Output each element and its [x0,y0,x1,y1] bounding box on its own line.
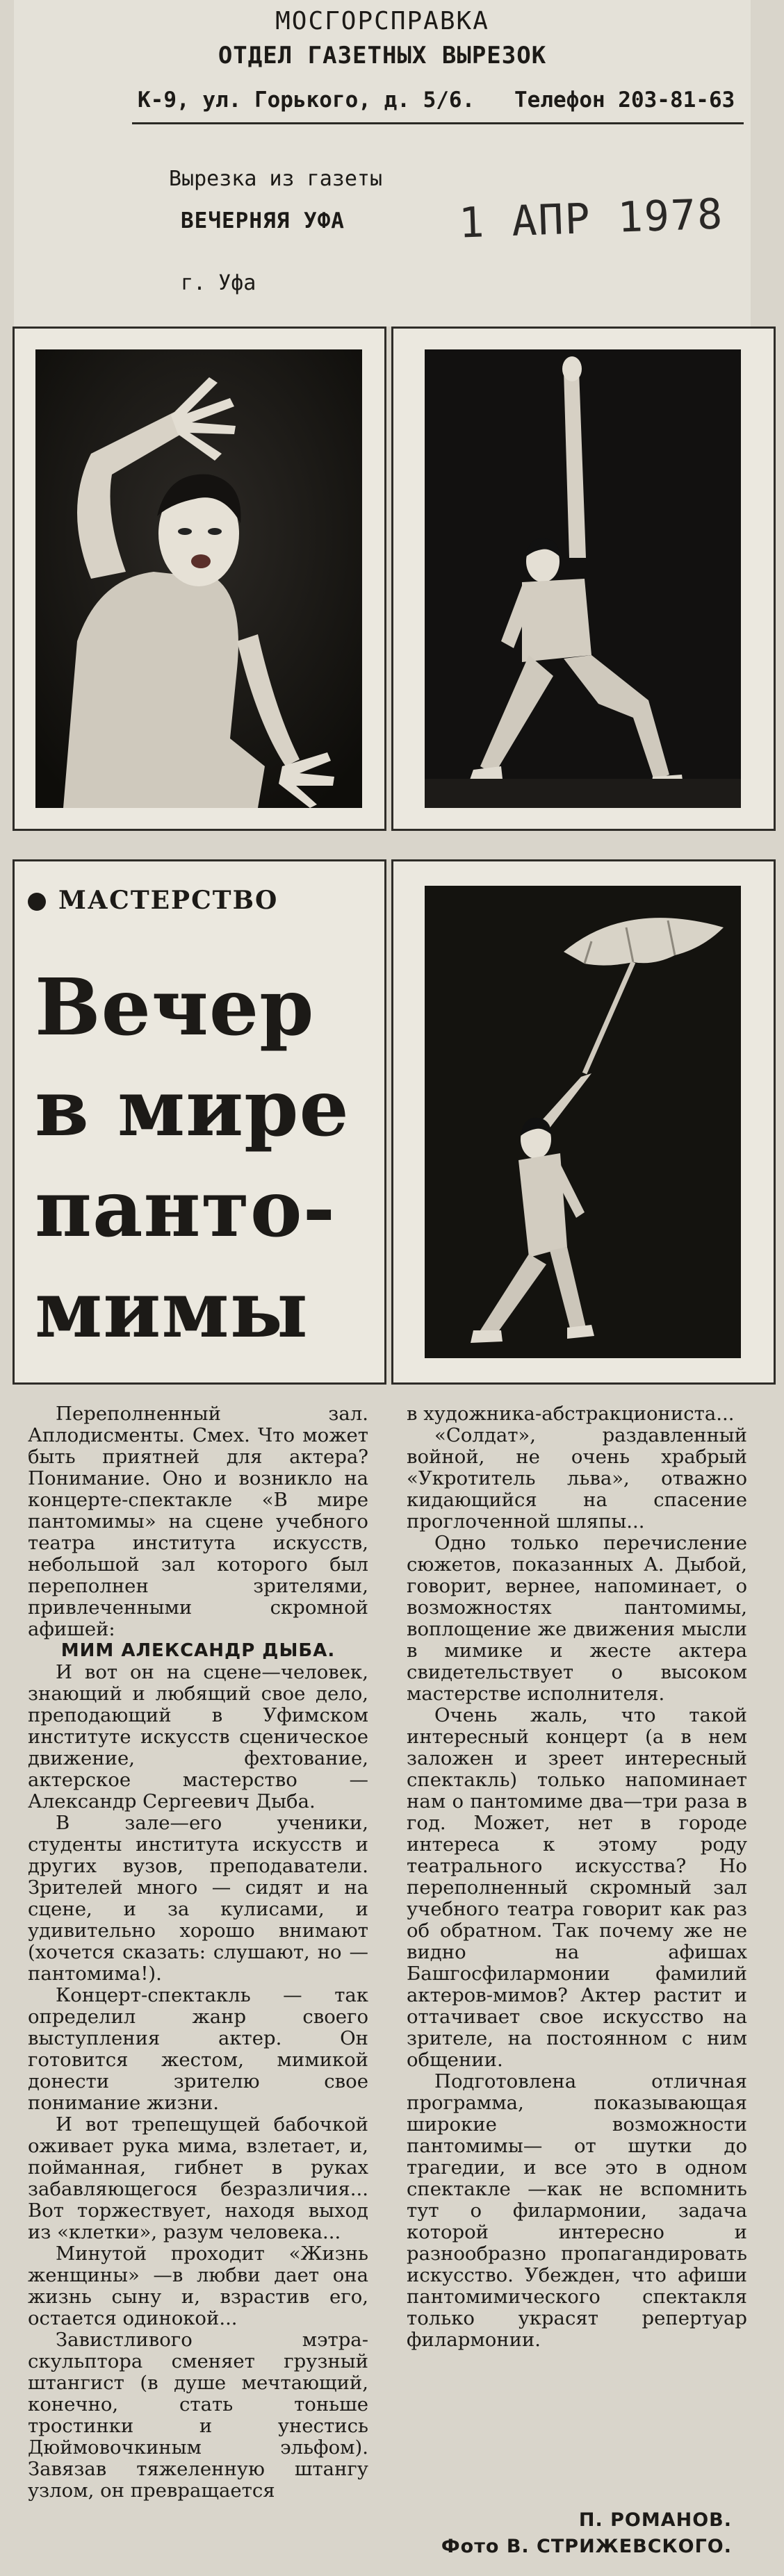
slip-org: МОСГОРСПРАВКА [275,7,489,35]
mime-with-umbrella-photo [425,886,741,1358]
col1-paragraph: Концерт-спектакль — так определил жанр своего выступления актер. Он готовится жестом, мимикой донести зрителю свое понимание жизни. [28,1984,368,2114]
slip-city: г. Уфа [181,271,256,295]
col2-paragraph: Очень жаль, что такой интересный концерт (а в нем заложен и зреет интересный спектакль) только напоминает нам о пантомиме два—три раза в год. Может, нет в городе интереса к этому роду театрального искусства? Но переполненный скромный зал учебного театра говорит как раз об обратном. Так почему же не видно на афишах Башгосфилармонии фамилий актеров-мимов? Актер растит и оттачивает свое искусство на зрителе, на постоянном с ним общении. [407,1704,747,2071]
slip-newspaper: ВЕЧЕРНЯЯ УФА [181,208,345,233]
article-column-2 [407,1403,747,2351]
col1-paragraph: Минутой проходит «Жизнь женщины» —в любви дает она жизнь сыну и, взрастив его, остается одинокой... [28,2243,368,2329]
col1-paragraph: Завистливого мэтра-скульптора сменяет грузный штангист (в душе мечтающий, конечно, стать тоньше тростинки и унестись Дюймовочкиным эльфом). Завязав тяжеленную штангу узлом, он превращается [28,2329,368,2502]
mime-standing-arm-up-photo [425,349,741,808]
col1-paragraph: В зале—его ученики, студенты института искусств и других вузов, преподаватели. Зрителей много — сидят и на сцене, и за кулисами, и удивительно хорошо внимают (хочется сказать: слушают, но — пантомима!). [28,1812,368,1985]
photo-credit: Фото В. СТРИЖЕВСКОГО. [441,2536,732,2557]
author-signature: П. РОМАНОВ. [578,2509,732,2531]
article-column-1 [28,1403,368,2502]
mime-hand-raised-photo [35,349,362,808]
slip-clip-from: Вырезка из газеты [169,167,383,191]
col1-paragraph: И вот трепещущей бабочкой оживает рука мима, взлетает, и, пойманная, гибнет в руках забавляющегося безразличия... Вот торжествует, находя выход из «клетки», разум человека... [28,2113,368,2243]
bullet-icon [28,893,46,911]
photo-panel-2 [391,327,776,831]
headline-line-3: панто- [35,1164,336,1255]
col2-paragraph: Подготовлена отличная программа, показывающая широкие возможности пантомимы— от шутки до трагедии, и все это в одном спектакле —как не вспомнить тут о филармонии, задача которой интересно и разнообразно пропагандировать искусство. Убежден, что афиши пантомимического спектакля только украсят репертуар филармонии. [407,2070,747,2351]
photo-panel-1 [13,327,386,831]
slip-dept: ОТДЕЛ ГАЗЕТНЫХ ВЫРЕЗОК [218,42,547,69]
col2-paragraph: в художника-абстракциониста... [407,1403,735,1425]
slip-divider [132,122,744,124]
slip-phone: Телефон 203-81-63 [514,88,735,113]
photo-panel-3 [391,859,776,1385]
clipping-slip [14,0,751,327]
headline-line-2: в мире [35,1063,350,1154]
date-stamp: 1 АПР 1978 [457,190,725,248]
slip-address: К-9, ул. Горького, д. 5/6. [138,88,475,113]
col1-paragraph: И вот он на сцене—человек, знающий и любящий свое дело, преподающий в Уфимском институте искусств сценическое движение, фехтование, актерское мастерство — Александр Сергеевич Дыба. [28,1661,368,1813]
col1-paragraph: Переполненный зал. Аплодисменты. Смех. Что может быть приятней для актера? Понимание. Оно и возникло на концерте-спектакле «В мире пантомимы» на сцене учебного театра института искусств, небольшой зал которого был переполнен зрителями, привлеченными скромной афишей: [28,1403,368,1640]
rubric-label: МАСТЕРСТВО [58,886,279,915]
rubric [28,886,278,915]
mime-name-caption: МИМ АЛЕКСАНДР ДЫБА. [60,1640,336,1661]
headline-line-1: Вечер [35,962,315,1053]
headline-line-4: мимы [35,1264,309,1355]
col2-paragraph: «Солдат», раздавленный войной, не очень храбрый «Укротитель льва», отважно кидающийся на спасение проглоченной шляпы... [407,1424,747,1533]
col2-paragraph: Одно только перечисление сюжетов, показанных А. Дыбой, говорит, вернее, напоминает, о возможностях пантомимы, воплощение же движения мысли в мимике и жесте актера свидетельствует о высоком мастерстве исполнителя. [407,1532,747,1705]
